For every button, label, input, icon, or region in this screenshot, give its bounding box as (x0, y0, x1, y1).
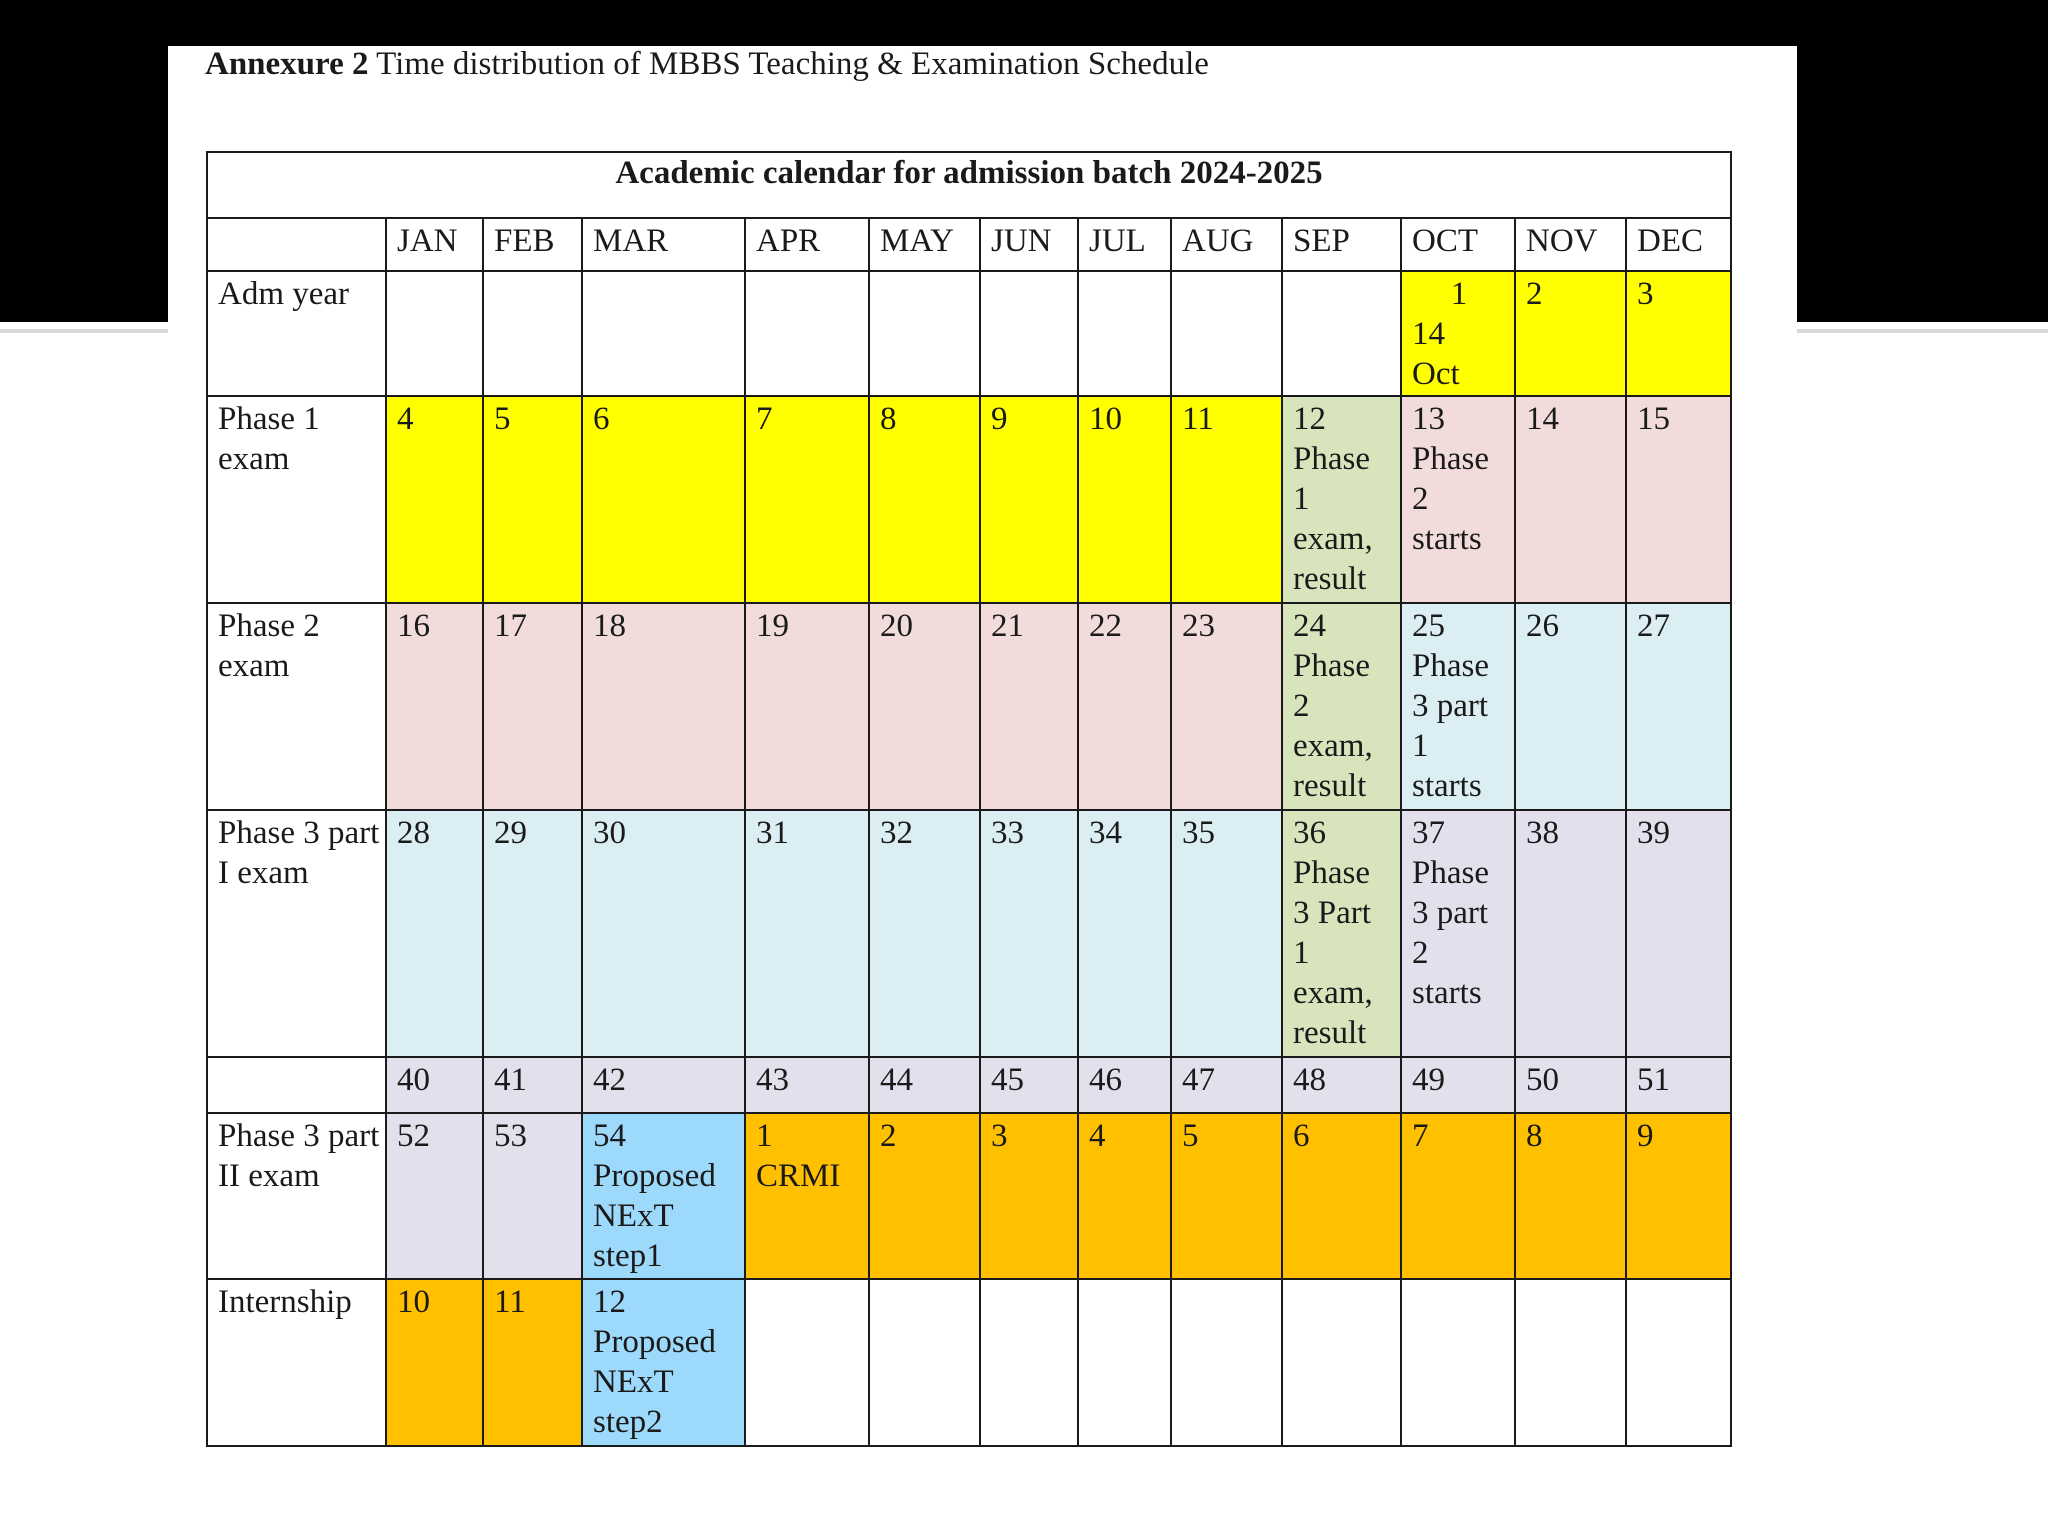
calendar-body (207, 271, 1731, 1446)
month-cell-oct (1401, 271, 1515, 396)
cell-number: 1 (1450, 276, 1468, 312)
cell-number: 9 (991, 401, 1008, 437)
month-header-jun: JUN (980, 218, 1078, 271)
month-cell-jun (980, 603, 1078, 810)
cell-note: result (1293, 768, 1367, 804)
annexure-heading-bold: Annexure 2 (205, 46, 369, 82)
cell-note: starts (1412, 768, 1482, 804)
cell-number: 52 (397, 1118, 430, 1154)
cell-number: 1 (756, 1118, 773, 1154)
cell-number: 32 (880, 815, 913, 851)
month-cell-mar (582, 271, 745, 396)
month-cell-mar (582, 1279, 745, 1446)
month-cell-jan (386, 1113, 483, 1279)
cell-number: 43 (756, 1062, 789, 1098)
corner-cell (207, 218, 386, 271)
cell-number: 39 (1637, 815, 1670, 851)
cell-number: 42 (593, 1062, 626, 1098)
month-header-row (207, 218, 1731, 271)
cell-note: exam, (1293, 975, 1373, 1011)
cell-number: 50 (1526, 1062, 1559, 1098)
month-header-feb: FEB (483, 218, 582, 271)
month-cell-jan (386, 1279, 483, 1446)
month-header-sep: SEP (1282, 218, 1401, 271)
cell-number: 53 (494, 1118, 527, 1154)
cell-note: 2 (1412, 481, 1429, 517)
month-cell-dec (1626, 271, 1731, 396)
month-cell-jun (980, 1113, 1078, 1279)
cell-note: 2 (1293, 688, 1310, 724)
month-cell-mar (582, 1113, 745, 1279)
month-cell-jul (1078, 396, 1171, 603)
cell-number: 22 (1089, 608, 1122, 644)
cell-note: 14 (1412, 316, 1445, 352)
month-cell-may (869, 1113, 980, 1279)
month-header-apr: APR (745, 218, 869, 271)
month-cell-nov (1515, 1279, 1626, 1446)
cell-note: Proposed (593, 1158, 716, 1194)
month-cell-mar (582, 603, 745, 810)
month-cell-nov (1515, 603, 1626, 810)
cell-number: 27 (1637, 608, 1670, 644)
month-cell-dec (1626, 1057, 1731, 1113)
month-cell-nov (1515, 1113, 1626, 1279)
cell-number: 5 (494, 401, 511, 437)
month-cell-jun (980, 1057, 1078, 1113)
cell-number: 11 (494, 1284, 526, 1320)
cell-number: 38 (1526, 815, 1559, 851)
row-label: Phase 3 part II exam (207, 1113, 386, 1279)
month-cell-apr (745, 1279, 869, 1446)
cell-number: 8 (880, 401, 897, 437)
cell-note: result (1293, 1015, 1367, 1051)
cell-note: step2 (593, 1404, 663, 1440)
cell-number: 8 (1526, 1118, 1543, 1154)
cell-number: 41 (494, 1062, 527, 1098)
calendar-row (207, 396, 1731, 603)
month-cell-jan (386, 810, 483, 1057)
month-cell-mar (582, 1057, 745, 1113)
cell-number: 14 (1526, 401, 1559, 437)
cell-note: step1 (593, 1238, 663, 1274)
right-divider-line (1797, 329, 2048, 333)
month-cell-jun (980, 396, 1078, 603)
month-cell-jan (386, 271, 483, 396)
cell-note: NExT (593, 1364, 674, 1400)
month-cell-dec (1626, 396, 1731, 603)
month-cell-oct (1401, 1279, 1515, 1446)
month-cell-feb (483, 810, 582, 1057)
cell-note: Phase (1293, 441, 1370, 477)
cell-number: 6 (593, 401, 610, 437)
cell-number: 37 (1412, 815, 1445, 851)
cell-number: 20 (880, 608, 913, 644)
month-cell-may (869, 810, 980, 1057)
cell-note: Phase (1412, 648, 1489, 684)
calendar-row (207, 603, 1731, 810)
calendar-row (207, 810, 1731, 1057)
month-cell-jul (1078, 810, 1171, 1057)
month-cell-jun (980, 271, 1078, 396)
month-cell-sep (1282, 271, 1401, 396)
left-divider-line (0, 329, 168, 333)
cell-note: 1 (1293, 481, 1310, 517)
month-cell-may (869, 1279, 980, 1446)
month-cell-jul (1078, 1279, 1171, 1446)
cell-number: 48 (1293, 1062, 1326, 1098)
cell-number: 51 (1637, 1062, 1670, 1098)
annexure-heading (205, 46, 1209, 83)
month-cell-apr (745, 810, 869, 1057)
calendar-row (207, 271, 1731, 396)
cell-number: 10 (397, 1284, 430, 1320)
month-cell-apr (745, 1113, 869, 1279)
cell-number: 4 (1089, 1118, 1106, 1154)
cell-note: starts (1412, 975, 1482, 1011)
cell-number: 19 (756, 608, 789, 644)
cell-note: 1 (1412, 728, 1429, 764)
calendar-title: Academic calendar for admission batch 2024-2025 (207, 152, 1731, 218)
cell-number: 44 (880, 1062, 913, 1098)
month-cell-nov (1515, 271, 1626, 396)
cell-number: 30 (593, 815, 626, 851)
cell-note: 3 part (1412, 688, 1489, 724)
cell-note: starts (1412, 521, 1482, 557)
month-cell-nov (1515, 810, 1626, 1057)
cell-number: 40 (397, 1062, 430, 1098)
right-black-band (1797, 0, 2048, 322)
month-cell-oct (1401, 1113, 1515, 1279)
cell-number: 29 (494, 815, 527, 851)
month-cell-may (869, 1057, 980, 1113)
cell-note: Phase (1293, 648, 1370, 684)
row-label: Phase 3 part I exam (207, 810, 386, 1057)
month-cell-jul (1078, 1057, 1171, 1113)
month-cell-aug (1171, 603, 1282, 810)
month-cell-apr (745, 396, 869, 603)
row-label: Phase 1 exam (207, 396, 386, 603)
month-cell-aug (1171, 810, 1282, 1057)
row-label (207, 1057, 386, 1113)
cell-note: 2 (1412, 935, 1429, 971)
month-cell-jan (386, 603, 483, 810)
cell-number: 4 (397, 401, 414, 437)
cell-number: 3 (1637, 276, 1654, 312)
month-cell-feb (483, 1057, 582, 1113)
cell-number: 6 (1293, 1118, 1310, 1154)
month-cell-may (869, 396, 980, 603)
month-cell-dec (1626, 603, 1731, 810)
month-cell-sep (1282, 603, 1401, 810)
month-cell-nov (1515, 1057, 1626, 1113)
cell-number: 2 (880, 1118, 897, 1154)
month-cell-oct (1401, 603, 1515, 810)
month-cell-sep (1282, 1113, 1401, 1279)
cell-number: 36 (1293, 815, 1326, 851)
annexure-heading-text: Time distribution of MBBS Teaching & Examination Schedule (368, 46, 1209, 82)
month-cell-aug (1171, 1057, 1282, 1113)
month-cell-mar (582, 810, 745, 1057)
cell-number: 2 (1526, 276, 1543, 312)
month-header-mar: MAR (582, 218, 745, 271)
cell-number: 18 (593, 608, 626, 644)
month-cell-aug (1171, 396, 1282, 603)
cell-number: 54 (593, 1118, 626, 1154)
cell-note: Proposed (593, 1324, 716, 1360)
cell-note: 3 Part (1293, 895, 1371, 931)
cell-number: 5 (1182, 1118, 1199, 1154)
left-black-band (0, 0, 168, 322)
cell-number: 35 (1182, 815, 1215, 851)
month-header-aug: AUG (1171, 218, 1282, 271)
cell-number: 45 (991, 1062, 1024, 1098)
month-header-jan: JAN (386, 218, 483, 271)
cell-note: Phase (1412, 855, 1489, 891)
month-cell-feb (483, 271, 582, 396)
cell-number: 34 (1089, 815, 1122, 851)
cell-number: 7 (756, 401, 773, 437)
month-cell-nov (1515, 396, 1626, 603)
month-cell-aug (1171, 1279, 1282, 1446)
month-cell-sep (1282, 1057, 1401, 1113)
cell-note: 3 part (1412, 895, 1489, 931)
row-label: Phase 2 exam (207, 603, 386, 810)
cell-number: 17 (494, 608, 527, 644)
month-cell-oct (1401, 396, 1515, 603)
cell-note: Oct (1412, 356, 1460, 392)
month-cell-jul (1078, 1113, 1171, 1279)
cell-note: Phase (1293, 855, 1370, 891)
month-cell-aug (1171, 271, 1282, 396)
month-cell-oct (1401, 810, 1515, 1057)
cell-number: 33 (991, 815, 1024, 851)
cell-note: exam, (1293, 521, 1373, 557)
month-header-jul: JUL (1078, 218, 1171, 271)
month-cell-dec (1626, 810, 1731, 1057)
cell-number: 9 (1637, 1118, 1654, 1154)
cell-number: 24 (1293, 608, 1326, 644)
cell-note: Phase (1412, 441, 1489, 477)
month-cell-jul (1078, 271, 1171, 396)
month-cell-aug (1171, 1113, 1282, 1279)
month-cell-sep (1282, 1279, 1401, 1446)
row-label: Internship (207, 1279, 386, 1446)
month-cell-jul (1078, 603, 1171, 810)
cell-number: 49 (1412, 1062, 1445, 1098)
cell-note: exam, (1293, 728, 1373, 764)
cell-number: 31 (756, 815, 789, 851)
month-cell-jun (980, 810, 1078, 1057)
month-cell-mar (582, 396, 745, 603)
cell-number: 46 (1089, 1062, 1122, 1098)
cell-number: 12 (593, 1284, 626, 1320)
academic-calendar-table (206, 151, 1732, 1447)
month-header-may: MAY (869, 218, 980, 271)
month-cell-feb (483, 396, 582, 603)
cell-number: 11 (1182, 401, 1214, 437)
cell-note: CRMI (756, 1158, 841, 1194)
month-cell-apr (745, 603, 869, 810)
month-cell-dec (1626, 1113, 1731, 1279)
cell-number: 13 (1412, 401, 1445, 437)
month-cell-apr (745, 271, 869, 396)
month-cell-sep (1282, 810, 1401, 1057)
month-cell-jun (980, 1279, 1078, 1446)
cell-number: 7 (1412, 1118, 1429, 1154)
cell-note: 1 (1293, 935, 1310, 971)
month-cell-jan (386, 1057, 483, 1113)
cell-note: result (1293, 561, 1367, 597)
month-header-oct: OCT (1401, 218, 1515, 271)
calendar-row (207, 1113, 1731, 1279)
cell-number: 3 (991, 1118, 1008, 1154)
calendar-row (207, 1279, 1731, 1446)
month-cell-sep (1282, 396, 1401, 603)
cell-number: 10 (1089, 401, 1122, 437)
calendar-row (207, 1057, 1731, 1113)
cell-number: 16 (397, 608, 430, 644)
cell-number: 25 (1412, 608, 1445, 644)
month-cell-oct (1401, 1057, 1515, 1113)
month-cell-apr (745, 1057, 869, 1113)
row-label: Adm year (207, 271, 386, 396)
month-cell-may (869, 603, 980, 810)
cell-number: 21 (991, 608, 1024, 644)
month-header-dec: DEC (1626, 218, 1731, 271)
cell-note: NExT (593, 1198, 674, 1234)
month-header-nov: NOV (1515, 218, 1626, 271)
cell-number: 47 (1182, 1062, 1215, 1098)
month-cell-feb (483, 1113, 582, 1279)
month-cell-dec (1626, 1279, 1731, 1446)
cell-number: 28 (397, 815, 430, 851)
cell-number: 12 (1293, 401, 1326, 437)
top-black-band (0, 0, 2048, 46)
month-cell-feb (483, 1279, 582, 1446)
cell-number: 23 (1182, 608, 1215, 644)
month-cell-may (869, 271, 980, 396)
month-cell-jan (386, 396, 483, 603)
cell-number: 15 (1637, 401, 1670, 437)
cell-number: 26 (1526, 608, 1559, 644)
month-cell-feb (483, 603, 582, 810)
